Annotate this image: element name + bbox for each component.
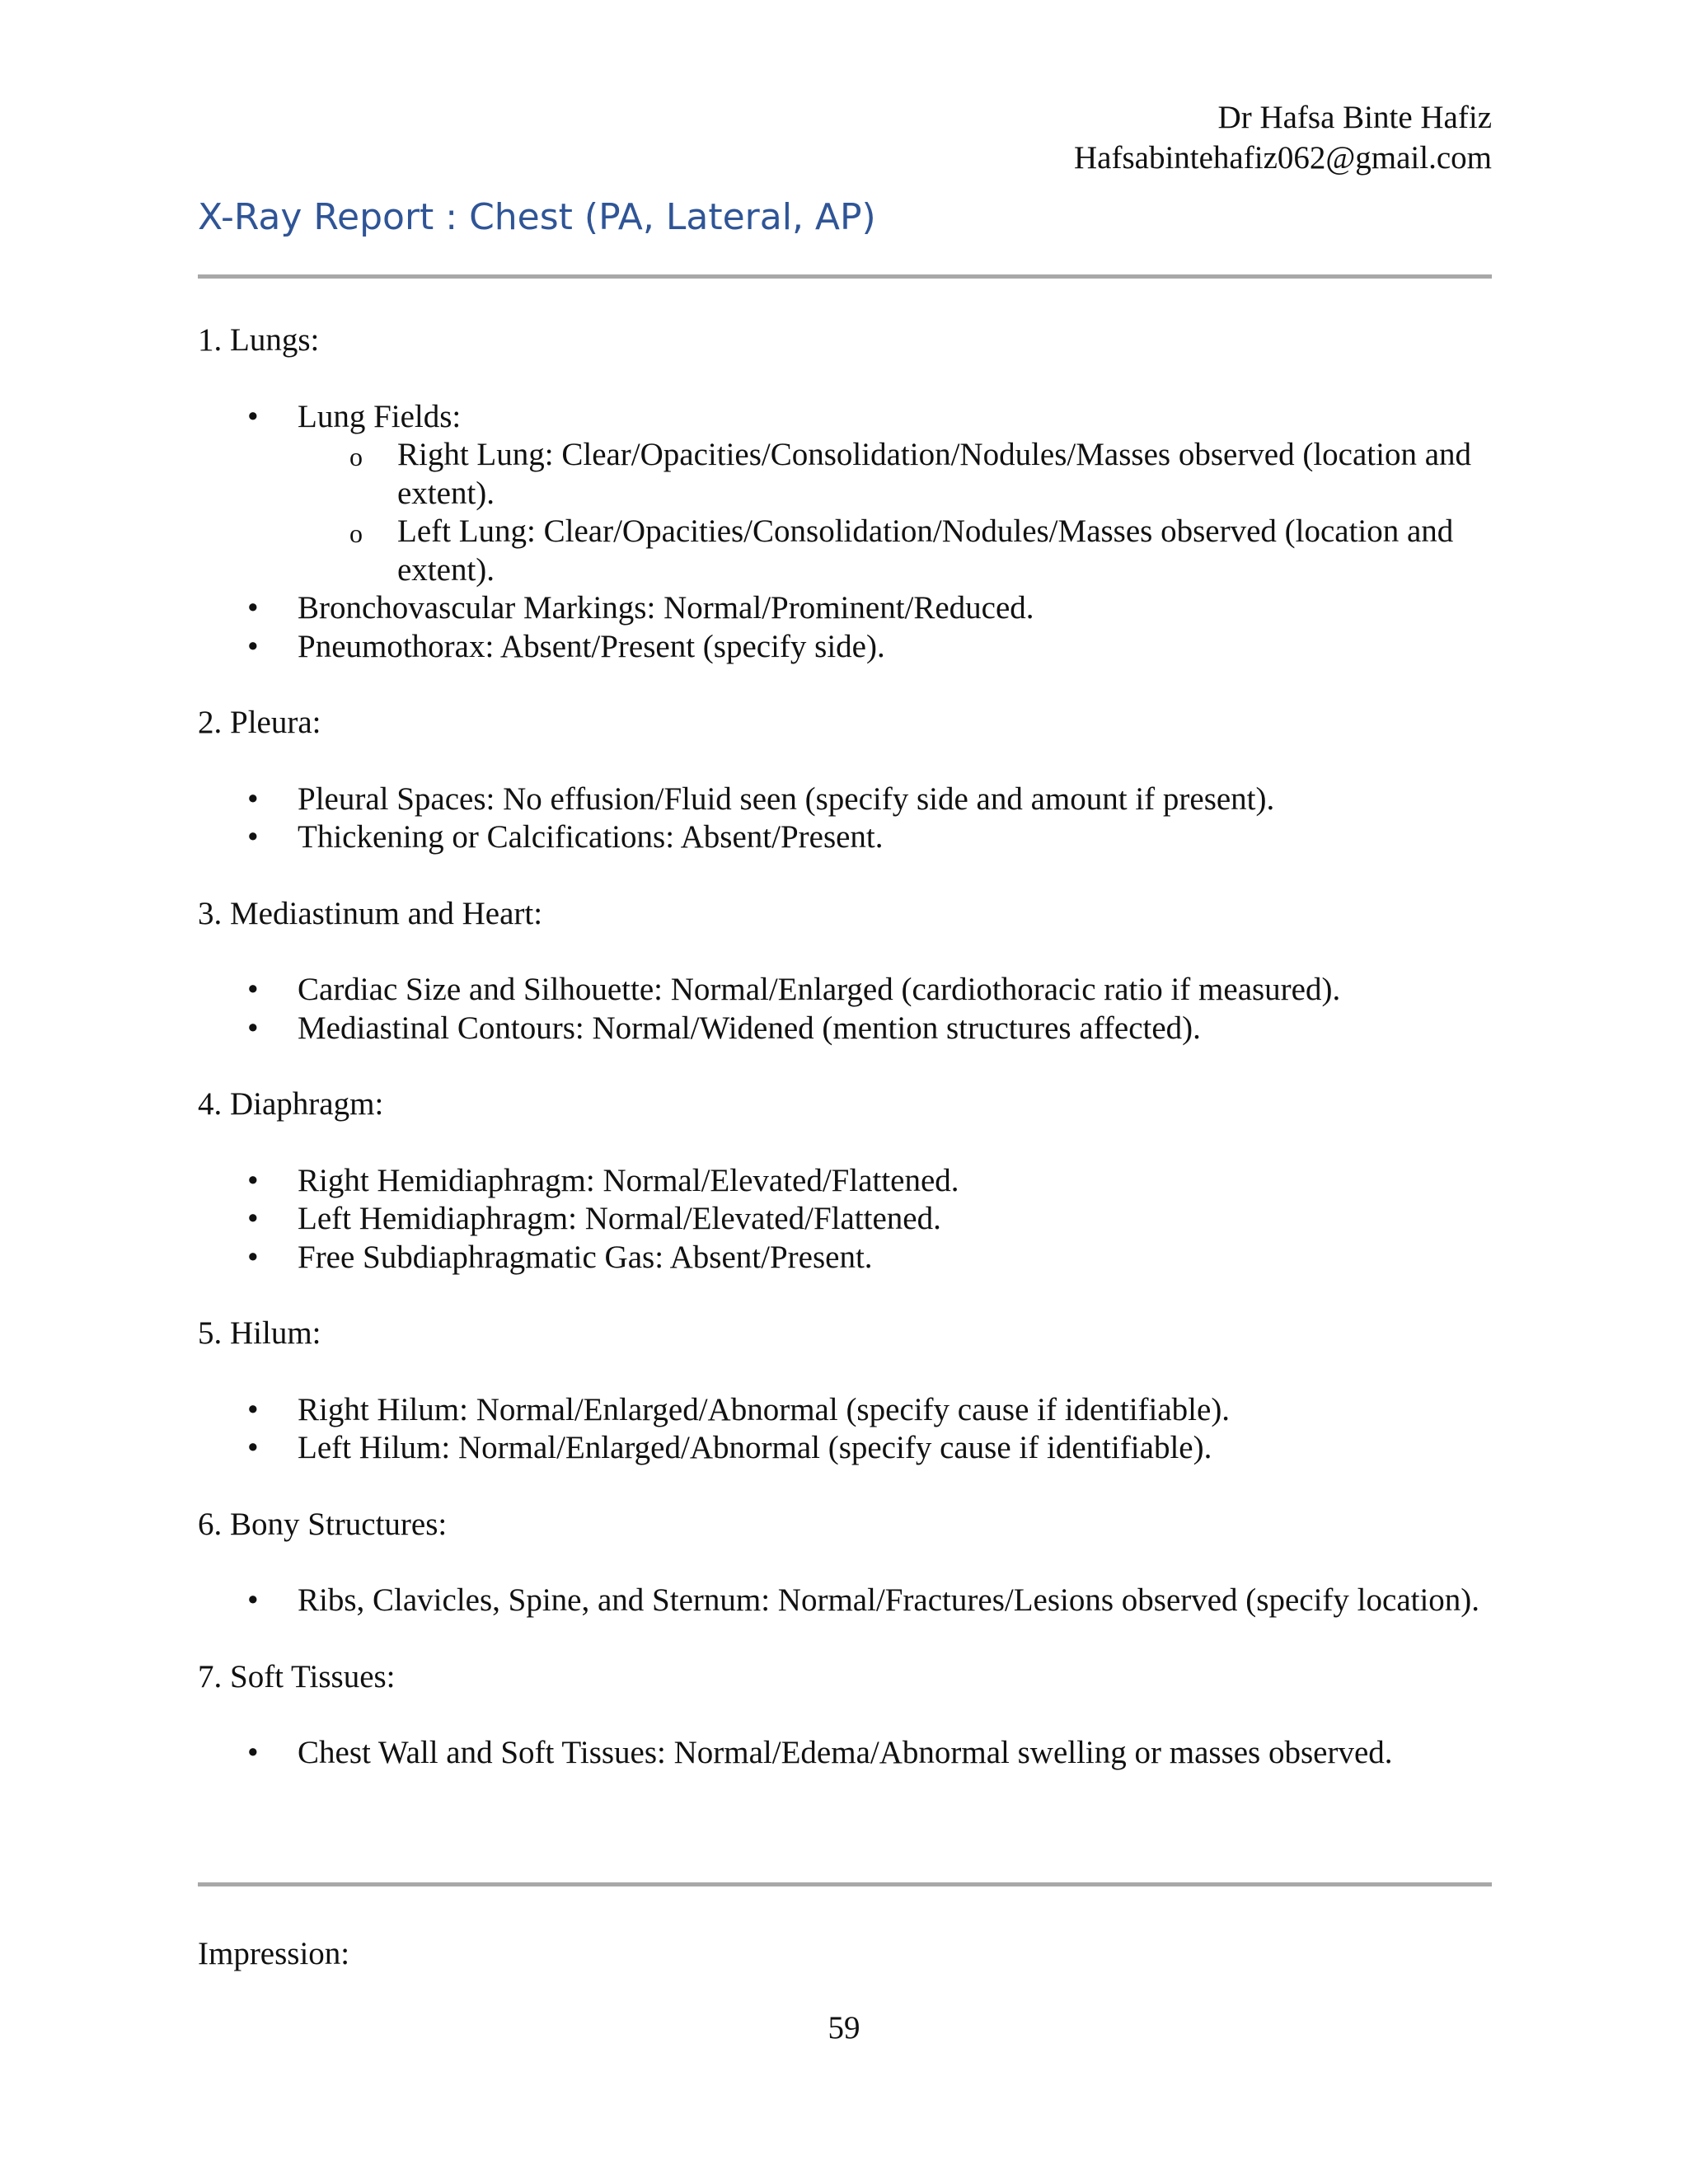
list-item-text: Cardiac Size and Silhouette: Normal/Enlarged (cardiothoracic ratio if measured).: [298, 972, 1341, 1007]
list-item: [198, 1239, 1492, 1277]
list-item-text: Free Subdiaphragmatic Gas: Absent/Present.: [298, 1239, 873, 1275]
bullet-icon: •: [247, 1010, 259, 1046]
list-item: [198, 1200, 1492, 1239]
bullet-icon: •: [247, 1582, 259, 1618]
bullet-list: [198, 398, 1492, 667]
bullet-icon: •: [247, 780, 259, 817]
author-email: Hafsabintehafiz062@gmail.com: [1074, 140, 1492, 176]
bullet-list: [198, 971, 1492, 1047]
list-item: [198, 1391, 1492, 1430]
bullet-list: [198, 1162, 1492, 1277]
bullet-icon: •: [247, 628, 259, 664]
section-heading: 1. Lungs:: [198, 322, 320, 358]
bullet-list: [198, 1391, 1492, 1468]
list-item: [198, 818, 1492, 857]
list-item-text: Pneumothorax: Absent/Present (specify side).: [298, 628, 885, 664]
list-item-text: Pleural Spaces: No effusion/Fluid seen (specify side and amount if present).: [298, 780, 1275, 817]
list-item: [198, 1010, 1492, 1048]
sub-list-item-text: Left Lung: Clear/Opacities/Consolidation/Nodules/Masses observed (location and extent).: [397, 513, 1454, 588]
impression-label: Impression:: [198, 1936, 350, 1971]
bullet-icon: •: [247, 590, 259, 626]
bullet-icon: •: [247, 398, 259, 434]
report-body: [198, 321, 1492, 1811]
list-item: [198, 628, 1492, 667]
bullet-list: [198, 1582, 1492, 1620]
bullet-list: [198, 1734, 1492, 1773]
list-item-text: Left Hemidiaphragm: Normal/Elevated/Flattened.: [298, 1201, 941, 1236]
bullet-icon: •: [247, 1391, 259, 1427]
list-item: [198, 780, 1492, 819]
hollow-circle-icon: o: [349, 442, 363, 471]
bullet-icon: •: [247, 1239, 259, 1275]
report-title: X-Ray Report : Chest (PA, Lateral, AP): [198, 196, 876, 238]
list-item-text: Thickening or Calcifications: Absent/Present.: [298, 819, 884, 855]
list-item: [198, 1734, 1492, 1773]
list-item-text: Left Hilum: Normal/Enlarged/Abnormal (specify cause if identifiable).: [298, 1430, 1212, 1465]
section-heading: 6. Bony Structures:: [198, 1506, 448, 1542]
bullet-icon: •: [247, 1430, 259, 1465]
bullet-icon: •: [247, 1201, 259, 1236]
section-heading: 2. Pleura:: [198, 705, 321, 740]
list-item: [198, 971, 1492, 1010]
section-heading: 5. Hilum:: [198, 1315, 321, 1351]
section-heading: 4. Diaphragm:: [198, 1086, 384, 1122]
sub-list-item: [298, 513, 1492, 589]
hollow-circle-icon: o: [349, 518, 363, 548]
title-divider: [198, 274, 1492, 279]
list-item: [198, 589, 1492, 628]
bullet-list: [198, 780, 1492, 857]
list-item-text: Chest Wall and Soft Tissues: Normal/Edema/Abnormal swelling or masses observed.: [298, 1735, 1393, 1770]
bullet-icon: •: [247, 1735, 259, 1770]
sub-list-item-text: Right Lung: Clear/Opacities/Consolidation/Nodules/Masses observed (location and extent).: [397, 437, 1472, 511]
list-item-text: Right Hemidiaphragm: Normal/Elevated/Flattened.: [298, 1162, 959, 1198]
section-heading: 7. Soft Tissues:: [198, 1658, 396, 1694]
list-item: [198, 1582, 1492, 1620]
author-name: Dr Hafsa Binte Hafiz: [1217, 100, 1492, 135]
list-item-text: Ribs, Clavicles, Spine, and Sternum: Normal/Fractures/Lesions observed (specify location).: [298, 1582, 1480, 1618]
author-block: [1074, 97, 1492, 178]
list-item: [198, 398, 1492, 590]
page-number: 59: [828, 2010, 860, 2046]
sub-bullet-list: [298, 436, 1492, 589]
sub-list-item: [298, 436, 1492, 513]
list-item-text: Right Hilum: Normal/Enlarged/Abnormal (specify cause if identifiable).: [298, 1391, 1231, 1427]
list-item-text: Bronchovascular Markings: Normal/Prominent/Reduced.: [298, 590, 1034, 626]
section-heading: 3. Mediastinum and Heart:: [198, 895, 543, 931]
bullet-icon: •: [247, 819, 259, 855]
impression-divider: [198, 1882, 1492, 1886]
list-item-text: Lung Fields:: [298, 398, 462, 434]
bullet-icon: •: [247, 1162, 259, 1198]
list-item-text: Mediastinal Contours: Normal/Widened (mention structures affected).: [298, 1010, 1201, 1046]
bullet-icon: •: [247, 972, 259, 1007]
list-item: [198, 1429, 1492, 1468]
list-item: [198, 1162, 1492, 1201]
